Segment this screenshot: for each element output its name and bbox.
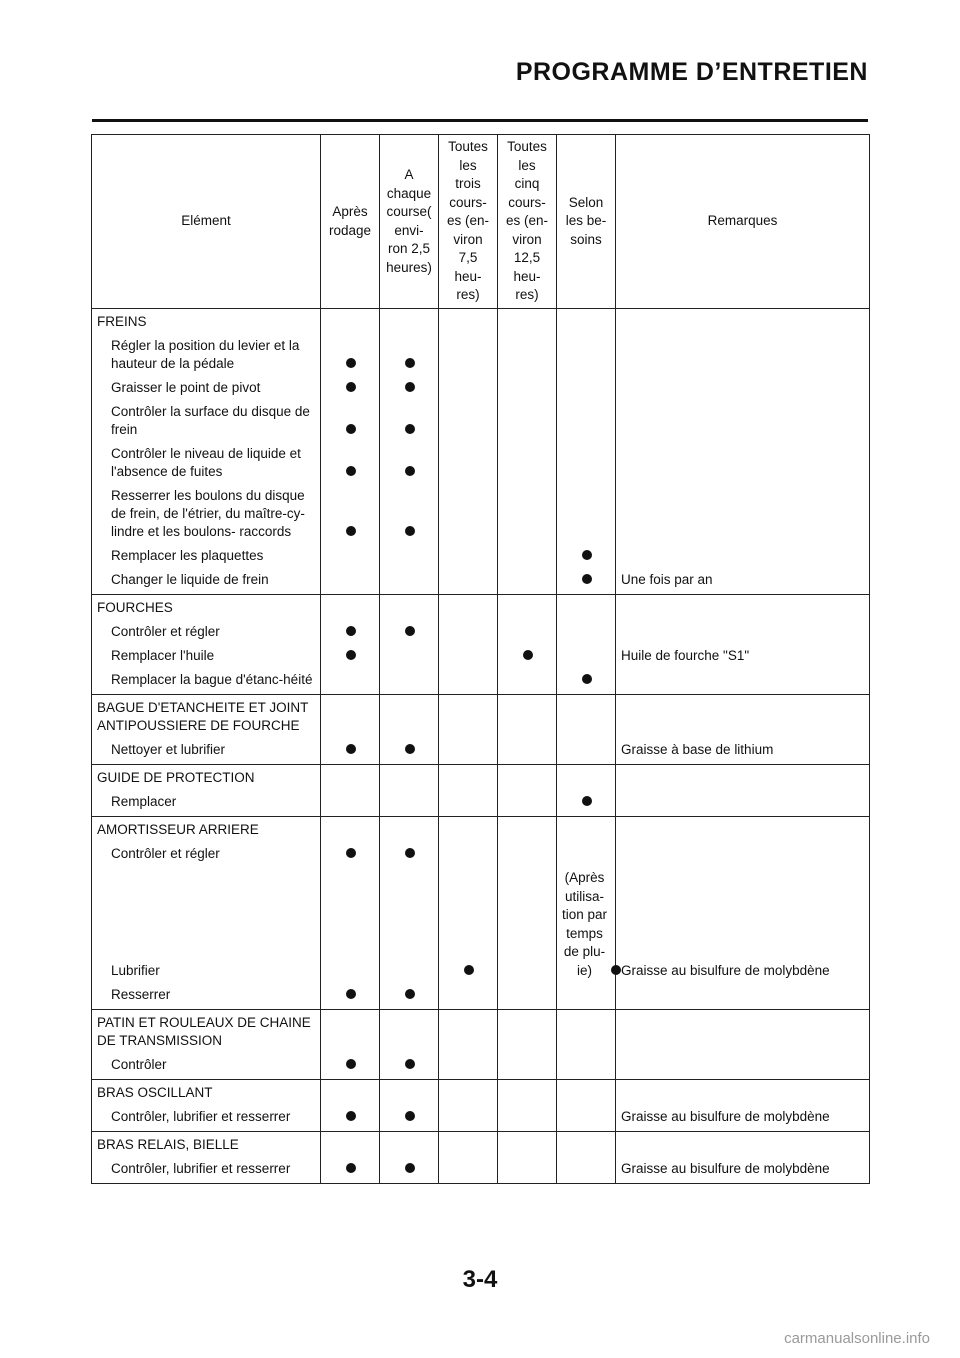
empty-cell	[321, 595, 380, 621]
interval-cell	[380, 790, 439, 817]
empty-cell	[380, 309, 439, 335]
interval-cell	[380, 442, 439, 484]
interval-cell	[439, 400, 498, 442]
empty-cell	[380, 695, 439, 739]
remark-cell	[616, 484, 870, 544]
interval-cell	[557, 668, 616, 695]
remark-cell: Graisse au bisulfure de molybdène	[616, 866, 870, 983]
item-label: Contrôler	[92, 1053, 321, 1080]
bullet-icon	[346, 358, 356, 368]
category-label: GUIDE DE PROTECTION	[92, 765, 321, 791]
empty-cell	[439, 1010, 498, 1054]
item-label: Changer le liquide de frein	[92, 568, 321, 595]
category-row	[92, 1132, 870, 1158]
table-row	[92, 1053, 870, 1080]
interval-cell	[498, 983, 557, 1010]
interval-cell	[557, 484, 616, 544]
table-row	[92, 376, 870, 400]
category-label: FREINS	[92, 309, 321, 335]
interval-cell	[321, 866, 380, 983]
bullet-icon	[405, 358, 415, 368]
category-row	[92, 1010, 870, 1054]
bullet-icon	[405, 526, 415, 536]
interval-cell	[321, 568, 380, 595]
empty-cell	[616, 1132, 870, 1158]
empty-cell	[616, 765, 870, 791]
interval-cell	[439, 376, 498, 400]
interval-cell	[321, 983, 380, 1010]
bullet-icon	[405, 989, 415, 999]
empty-cell	[557, 817, 616, 843]
interval-cell	[380, 668, 439, 695]
interval-cell	[380, 983, 439, 1010]
header-every-three-races: Toutes les trois cours- es (en- viron 7,5 heu- res)	[439, 135, 498, 309]
interval-cell	[439, 644, 498, 668]
bullet-icon	[405, 848, 415, 858]
header-remarks: Remarques	[616, 135, 870, 309]
bullet-icon	[346, 1059, 356, 1069]
bullet-icon	[582, 574, 592, 584]
interval-cell	[439, 738, 498, 765]
interval-cell	[321, 544, 380, 568]
remark-cell: Graisse au bisulfure de molybdène	[616, 1105, 870, 1132]
empty-cell	[439, 765, 498, 791]
interval-cell	[439, 1053, 498, 1080]
category-label: BRAS OSCILLANT	[92, 1080, 321, 1106]
table-row	[92, 668, 870, 695]
bullet-icon	[611, 965, 621, 975]
empty-cell	[616, 309, 870, 335]
interval-cell	[498, 1157, 557, 1184]
interval-cell	[498, 442, 557, 484]
bullet-icon	[346, 382, 356, 392]
interval-cell	[439, 1157, 498, 1184]
interval-cell	[380, 400, 439, 442]
interval-cell	[380, 1053, 439, 1080]
empty-cell	[616, 817, 870, 843]
empty-cell	[616, 1010, 870, 1054]
interval-cell	[439, 790, 498, 817]
interval-cell	[380, 620, 439, 644]
remark-cell: Graisse au bisulfure de molybdène	[616, 1157, 870, 1184]
interval-cell	[439, 484, 498, 544]
bullet-icon	[405, 1059, 415, 1069]
empty-cell	[498, 817, 557, 843]
interval-cell	[557, 620, 616, 644]
interval-cell	[321, 842, 380, 866]
interval-cell	[380, 568, 439, 595]
remark-cell	[616, 400, 870, 442]
category-row	[92, 1080, 870, 1106]
interval-cell	[380, 1105, 439, 1132]
item-label: Lubrifier	[92, 866, 321, 983]
interval-cell	[557, 842, 616, 866]
empty-cell	[498, 595, 557, 621]
interval-cell	[498, 1053, 557, 1080]
interval-cell	[439, 866, 498, 983]
empty-cell	[321, 817, 380, 843]
page-number: 3-4	[462, 1266, 498, 1293]
empty-cell	[380, 817, 439, 843]
table-row	[92, 1105, 870, 1132]
table-row	[92, 1157, 870, 1184]
header-after-breakin: Après rodage	[321, 135, 380, 309]
empty-cell	[498, 1132, 557, 1158]
item-label: Contrôler et régler	[92, 620, 321, 644]
bullet-icon	[346, 626, 356, 636]
bullet-icon	[346, 424, 356, 434]
item-label: Régler la position du levier et la hauteur de la pédale	[92, 334, 321, 376]
bullet-icon	[582, 674, 592, 684]
empty-cell	[557, 309, 616, 335]
empty-cell	[498, 765, 557, 791]
empty-cell	[380, 1132, 439, 1158]
interval-cell	[557, 568, 616, 595]
table-row	[92, 790, 870, 817]
interval-cell	[557, 866, 616, 983]
remark-cell	[616, 442, 870, 484]
interval-cell	[380, 738, 439, 765]
table-row	[92, 644, 870, 668]
empty-cell	[557, 1010, 616, 1054]
empty-cell	[498, 695, 557, 739]
table-row	[92, 442, 870, 484]
table-row	[92, 484, 870, 544]
remark-cell	[616, 544, 870, 568]
category-label: PATIN ET ROULEAUX DE CHAINE DE TRANSMISSION	[92, 1010, 321, 1054]
remark-cell	[616, 790, 870, 817]
empty-cell	[557, 695, 616, 739]
interval-cell	[380, 376, 439, 400]
bullet-icon	[346, 1111, 356, 1121]
interval-cell	[380, 842, 439, 866]
interval-cell	[557, 544, 616, 568]
interval-cell	[439, 334, 498, 376]
item-label: Remplacer l'huile	[92, 644, 321, 668]
table-row	[92, 544, 870, 568]
interval-cell	[380, 544, 439, 568]
bullet-icon	[405, 626, 415, 636]
item-label: Contrôler la surface du disque de frein	[92, 400, 321, 442]
empty-cell	[439, 309, 498, 335]
category-row	[92, 695, 870, 739]
page-title: PROGRAMME D’ENTRETIEN	[515, 58, 868, 86]
selon-note: (Après utilisa- tion par temps de plu- ie)	[562, 870, 608, 978]
table-row	[92, 334, 870, 376]
interval-cell	[557, 1157, 616, 1184]
item-label: Resserrer	[92, 983, 321, 1010]
interval-cell	[321, 400, 380, 442]
item-label: Remplacer les plaquettes	[92, 544, 321, 568]
item-label: Contrôler, lubrifier et resserrer	[92, 1157, 321, 1184]
interval-cell	[498, 544, 557, 568]
empty-cell	[321, 695, 380, 739]
interval-cell	[557, 1105, 616, 1132]
interval-cell	[498, 738, 557, 765]
interval-cell	[321, 484, 380, 544]
interval-cell	[557, 983, 616, 1010]
interval-cell	[321, 1157, 380, 1184]
interval-cell	[557, 376, 616, 400]
interval-cell	[321, 1053, 380, 1080]
category-label: AMORTISSEUR ARRIERE	[92, 817, 321, 843]
interval-cell	[498, 668, 557, 695]
remark-cell	[616, 620, 870, 644]
interval-cell	[439, 568, 498, 595]
empty-cell	[321, 1080, 380, 1106]
interval-cell	[557, 442, 616, 484]
title-rule	[92, 119, 868, 122]
header-every-five-races: Toutes les cinq cours- es (en- viron 12,5 heu- res)	[498, 135, 557, 309]
bullet-icon	[464, 965, 474, 975]
item-label: Remplacer	[92, 790, 321, 817]
bullet-icon	[405, 466, 415, 476]
interval-cell	[557, 738, 616, 765]
empty-cell	[498, 1010, 557, 1054]
empty-cell	[321, 1010, 380, 1054]
interval-cell	[557, 644, 616, 668]
category-row	[92, 817, 870, 843]
interval-cell	[498, 866, 557, 983]
empty-cell	[616, 695, 870, 739]
category-label: BAGUE D'ETANCHEITE ET JOINT ANTIPOUSSIERE DE FOURCHE	[92, 695, 321, 739]
item-label: Contrôler et régler	[92, 842, 321, 866]
interval-cell	[321, 1105, 380, 1132]
watermark: carmanualsonline.info	[784, 1330, 930, 1347]
maintenance-table	[91, 134, 870, 1184]
interval-cell	[557, 1053, 616, 1080]
interval-cell	[439, 442, 498, 484]
interval-cell	[498, 376, 557, 400]
empty-cell	[380, 595, 439, 621]
interval-cell	[498, 1105, 557, 1132]
empty-cell	[616, 595, 870, 621]
empty-cell	[557, 765, 616, 791]
interval-cell	[498, 842, 557, 866]
remark-cell	[616, 668, 870, 695]
table-row	[92, 400, 870, 442]
interval-cell	[557, 790, 616, 817]
bullet-icon	[405, 744, 415, 754]
remark-cell	[616, 842, 870, 866]
empty-cell	[321, 765, 380, 791]
header-row	[92, 135, 870, 309]
table-row	[92, 620, 870, 644]
interval-cell	[380, 644, 439, 668]
empty-cell	[498, 309, 557, 335]
item-label: Contrôler le niveau de liquide et l'absence de fuites	[92, 442, 321, 484]
bullet-icon	[582, 796, 592, 806]
item-label: Resserrer les boulons du disque de frein, de l'étrier, du maître-cy-lindre et les boulons- raccords	[92, 484, 321, 544]
interval-cell	[498, 790, 557, 817]
remark-cell: Une fois par an	[616, 568, 870, 595]
table-row	[92, 738, 870, 765]
empty-cell	[439, 1080, 498, 1106]
empty-cell	[557, 595, 616, 621]
remark-cell	[616, 1053, 870, 1080]
interval-cell	[380, 334, 439, 376]
empty-cell	[321, 1132, 380, 1158]
bullet-icon	[405, 1163, 415, 1173]
interval-cell	[557, 334, 616, 376]
interval-cell	[321, 620, 380, 644]
interval-cell	[557, 400, 616, 442]
bullet-icon	[346, 848, 356, 858]
interval-cell	[321, 644, 380, 668]
interval-cell	[439, 620, 498, 644]
bullet-icon	[346, 650, 356, 660]
header-as-required: Selon les be- soins	[557, 135, 616, 309]
empty-cell	[557, 1080, 616, 1106]
table-row	[92, 983, 870, 1010]
interval-cell	[439, 1105, 498, 1132]
table-body	[92, 309, 870, 1184]
interval-cell	[321, 790, 380, 817]
interval-cell	[498, 620, 557, 644]
table-row	[92, 842, 870, 866]
table-row	[92, 568, 870, 595]
bullet-icon	[405, 1111, 415, 1121]
item-label: Remplacer la bague d'étanc-héité	[92, 668, 321, 695]
header-every-race: A chaque course( envi- ron 2,5 heures)	[380, 135, 439, 309]
bullet-icon	[523, 650, 533, 660]
item-label: Nettoyer et lubrifier	[92, 738, 321, 765]
bullet-icon	[346, 989, 356, 999]
interval-cell	[439, 544, 498, 568]
remark-cell	[616, 376, 870, 400]
bullet-icon	[346, 1163, 356, 1173]
bullet-icon	[346, 744, 356, 754]
interval-cell	[439, 842, 498, 866]
remark-cell	[616, 334, 870, 376]
interval-cell	[380, 866, 439, 983]
bullet-icon	[346, 466, 356, 476]
category-row	[92, 595, 870, 621]
interval-cell	[380, 484, 439, 544]
empty-cell	[380, 1080, 439, 1106]
interval-cell	[321, 334, 380, 376]
empty-cell	[439, 1132, 498, 1158]
category-row	[92, 765, 870, 791]
interval-cell	[439, 668, 498, 695]
remark-cell	[616, 983, 870, 1010]
remark-cell: Graisse à base de lithium	[616, 738, 870, 765]
category-row	[92, 309, 870, 335]
item-label: Contrôler, lubrifier et resserrer	[92, 1105, 321, 1132]
item-label: Graisser le point de pivot	[92, 376, 321, 400]
remark-cell: Huile de fourche "S1"	[616, 644, 870, 668]
empty-cell	[380, 765, 439, 791]
interval-cell	[321, 376, 380, 400]
interval-cell	[498, 334, 557, 376]
bullet-icon	[582, 550, 592, 560]
category-label: FOURCHES	[92, 595, 321, 621]
interval-cell	[380, 1157, 439, 1184]
interval-cell	[498, 484, 557, 544]
empty-cell	[498, 1080, 557, 1106]
interval-cell	[439, 983, 498, 1010]
empty-cell	[439, 595, 498, 621]
table-row	[92, 866, 870, 983]
empty-cell	[557, 1132, 616, 1158]
empty-cell	[616, 1080, 870, 1106]
empty-cell	[321, 309, 380, 335]
category-label: BRAS RELAIS, BIELLE	[92, 1132, 321, 1158]
interval-cell	[498, 644, 557, 668]
empty-cell	[380, 1010, 439, 1054]
interval-cell	[321, 668, 380, 695]
bullet-icon	[346, 526, 356, 536]
interval-cell	[321, 442, 380, 484]
interval-cell	[321, 738, 380, 765]
interval-cell	[498, 568, 557, 595]
empty-cell	[439, 817, 498, 843]
header-element: Elément	[92, 135, 321, 309]
bullet-icon	[405, 382, 415, 392]
empty-cell	[439, 695, 498, 739]
interval-cell	[498, 400, 557, 442]
bullet-icon	[405, 424, 415, 434]
